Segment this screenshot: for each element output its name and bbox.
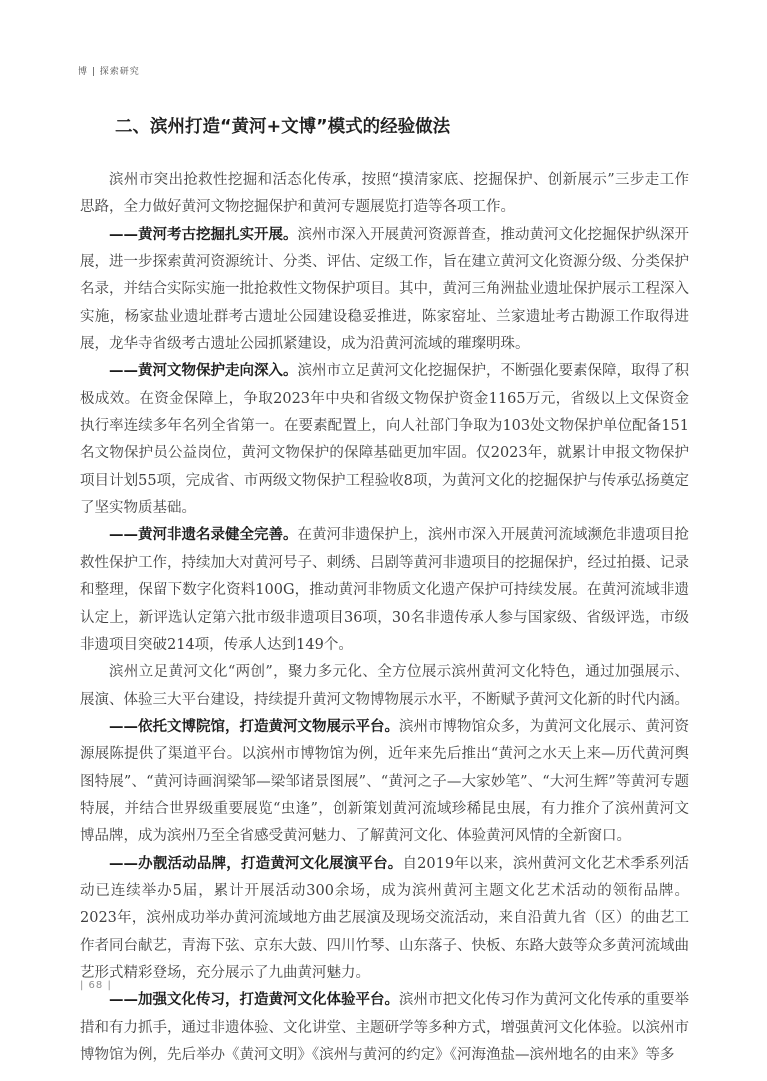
paragraph (80, 167, 689, 222)
paragraph (80, 358, 689, 522)
running-head: 博 | 探索研究 (78, 67, 140, 77)
paragraph-text: 滨州立足黄河文化“两创”，聚力多元化、全方位展示滨州黄河文化特色，通过加强展示、展演、体验三大平台建设，持续提升黄河文物博物展示水平，不断赋予黄河文化新的时代内涵。 (80, 664, 689, 708)
paragraph (80, 987, 689, 1069)
paragraph-text: 在黄河非遗保护上，滨州市深入开展黄河流域濒危非遗项目抢救性保护工作，持续加大对黄河号子、刺绣、吕剧等黄河非遗项目的挖掘保护，经过拍摄、记录和整理，保留下数字化资料100G，推动黄河非物质文化遗产保护可持续发展。在黄河流域非遗认定上，新评选认定第六批市级非遗项目36项，30名非遗传承人参与国家级、省级评选，市级非遗项目突破214项，传承人达到149个。 (80, 527, 689, 653)
paragraph-lead: ——依托文博院馆，打造黄河文物展示平台。 (109, 718, 399, 735)
paragraph-lead: ——黄河文物保护走向深入。 (109, 363, 298, 380)
paragraph (80, 222, 689, 359)
paragraph (80, 851, 689, 988)
paragraph-text: 滨州市博物馆众多，为黄河文化展示、黄河资源展陈提供了渠道平台。以滨州市博物馆为例，近年来先后推出“黄河之水天上来—历代黄河舆图特展”、“黄河诗画润梁邹—梁邹诸景图展”、“黄河之子—大家妙笔”、“大河生辉”等黄河专题特展，并结合世界级重要展览“虫逢”，创新策划黄河流域珍稀昆虫展，有力推介了滨州黄河文博品牌，成为滨州乃至全省感受黄河魅力、了解黄河文化、体验黄河风情的全新窗口。 (80, 718, 689, 845)
paragraph-lead: ——办靓活动品牌，打造黄河文化展演平台。 (109, 855, 403, 872)
paragraph-lead: ——黄河考古挖掘扎实开展。 (109, 226, 298, 243)
paragraph (80, 522, 689, 659)
paragraph-text: 滨州市深入开展黄河资源普查，推动黄河文化挖掘保护纵深开展，进一步探索黄河资源统计、分类、评估、定级工作，旨在建立黄河文化资源分级、分类保护名录，并结合实际实施一批抢救性文物保护项目。其中，黄河三角洲盐业遗址保护展示工程深入实施，杨家盐业遗址群考古遗址公园建设稳妥推进，陈家窑址、兰家遗址考古勘源工作取得进展，龙华寺省级考古遗址公园抓紧建设，成为沿黄河流域的璀璨明珠。 (80, 226, 689, 353)
paragraph-lead: ——加强文化传习，打造黄河文化体验平台。 (109, 992, 399, 1009)
section-title: 二、滨州打造“黄河+文博”模式的经验做法 (115, 117, 451, 137)
paragraph-text: 滨州市把文化传习作为黄河文化传承的重要举措和有力抓手，通过非遗体验、文化讲堂、主题研学等多种方式，增强黄河文化体验。以滨州市博物馆为例，先后举办《黄河文明》《滨州与黄河的约定》《河海渔盐—滨州地名的由来》等多 (80, 992, 689, 1063)
paragraph (80, 714, 689, 851)
paragraph (80, 659, 689, 714)
paragraph-text: 滨州市突出抢救性挖掘和活态化传承，按照“摸清家底、挖掘保护、创新展示”三步走工作思路，全力做好黄河文物挖掘保护和黄河专题展览打造等各项工作。 (80, 172, 689, 216)
page-number: | 68 | (80, 980, 112, 991)
paragraph-text: 滨州市立足黄河文化挖掘保护，不断强化要素保障，取得了积极成效。在资金保障上，争取2023年中央和省级文物保护资金1165万元，省级以上文保资金执行率连续多年名列全省第一。在要素配置上，向人社部门争取为103处文物保护单位配备151名文物保护员公益岗位，黄河文物保护的保障基础更加牢固。仅2023年，就累计申报文物保护项目计划55项，完成省、市两级文物保护工程验收8项，为黄河文化的挖掘保护与传承弘扬奠定了坚实物质基础。 (80, 363, 689, 517)
article-body (80, 167, 689, 1069)
paragraph-text: 自2019年以来，滨州黄河文化艺术季系列活动已连续举办5届，累计开展活动300余场，成为滨州黄河主题文化艺术活动的领衔品牌。2023年，滨州成功举办黄河流域地方曲艺展演及现场交流活动，来自沿黄九省（区）的曲艺工作者同台献艺，青海下弦、京东大鼓、四川竹琴、山东落子、快板、东路大鼓等众多黄河流域曲艺形式精彩登场，充分展示了九曲黄河魅力。 (80, 855, 689, 981)
article-content (80, 114, 689, 1069)
paragraph-lead: ——黄河非遗名录健全完善。 (109, 527, 298, 544)
